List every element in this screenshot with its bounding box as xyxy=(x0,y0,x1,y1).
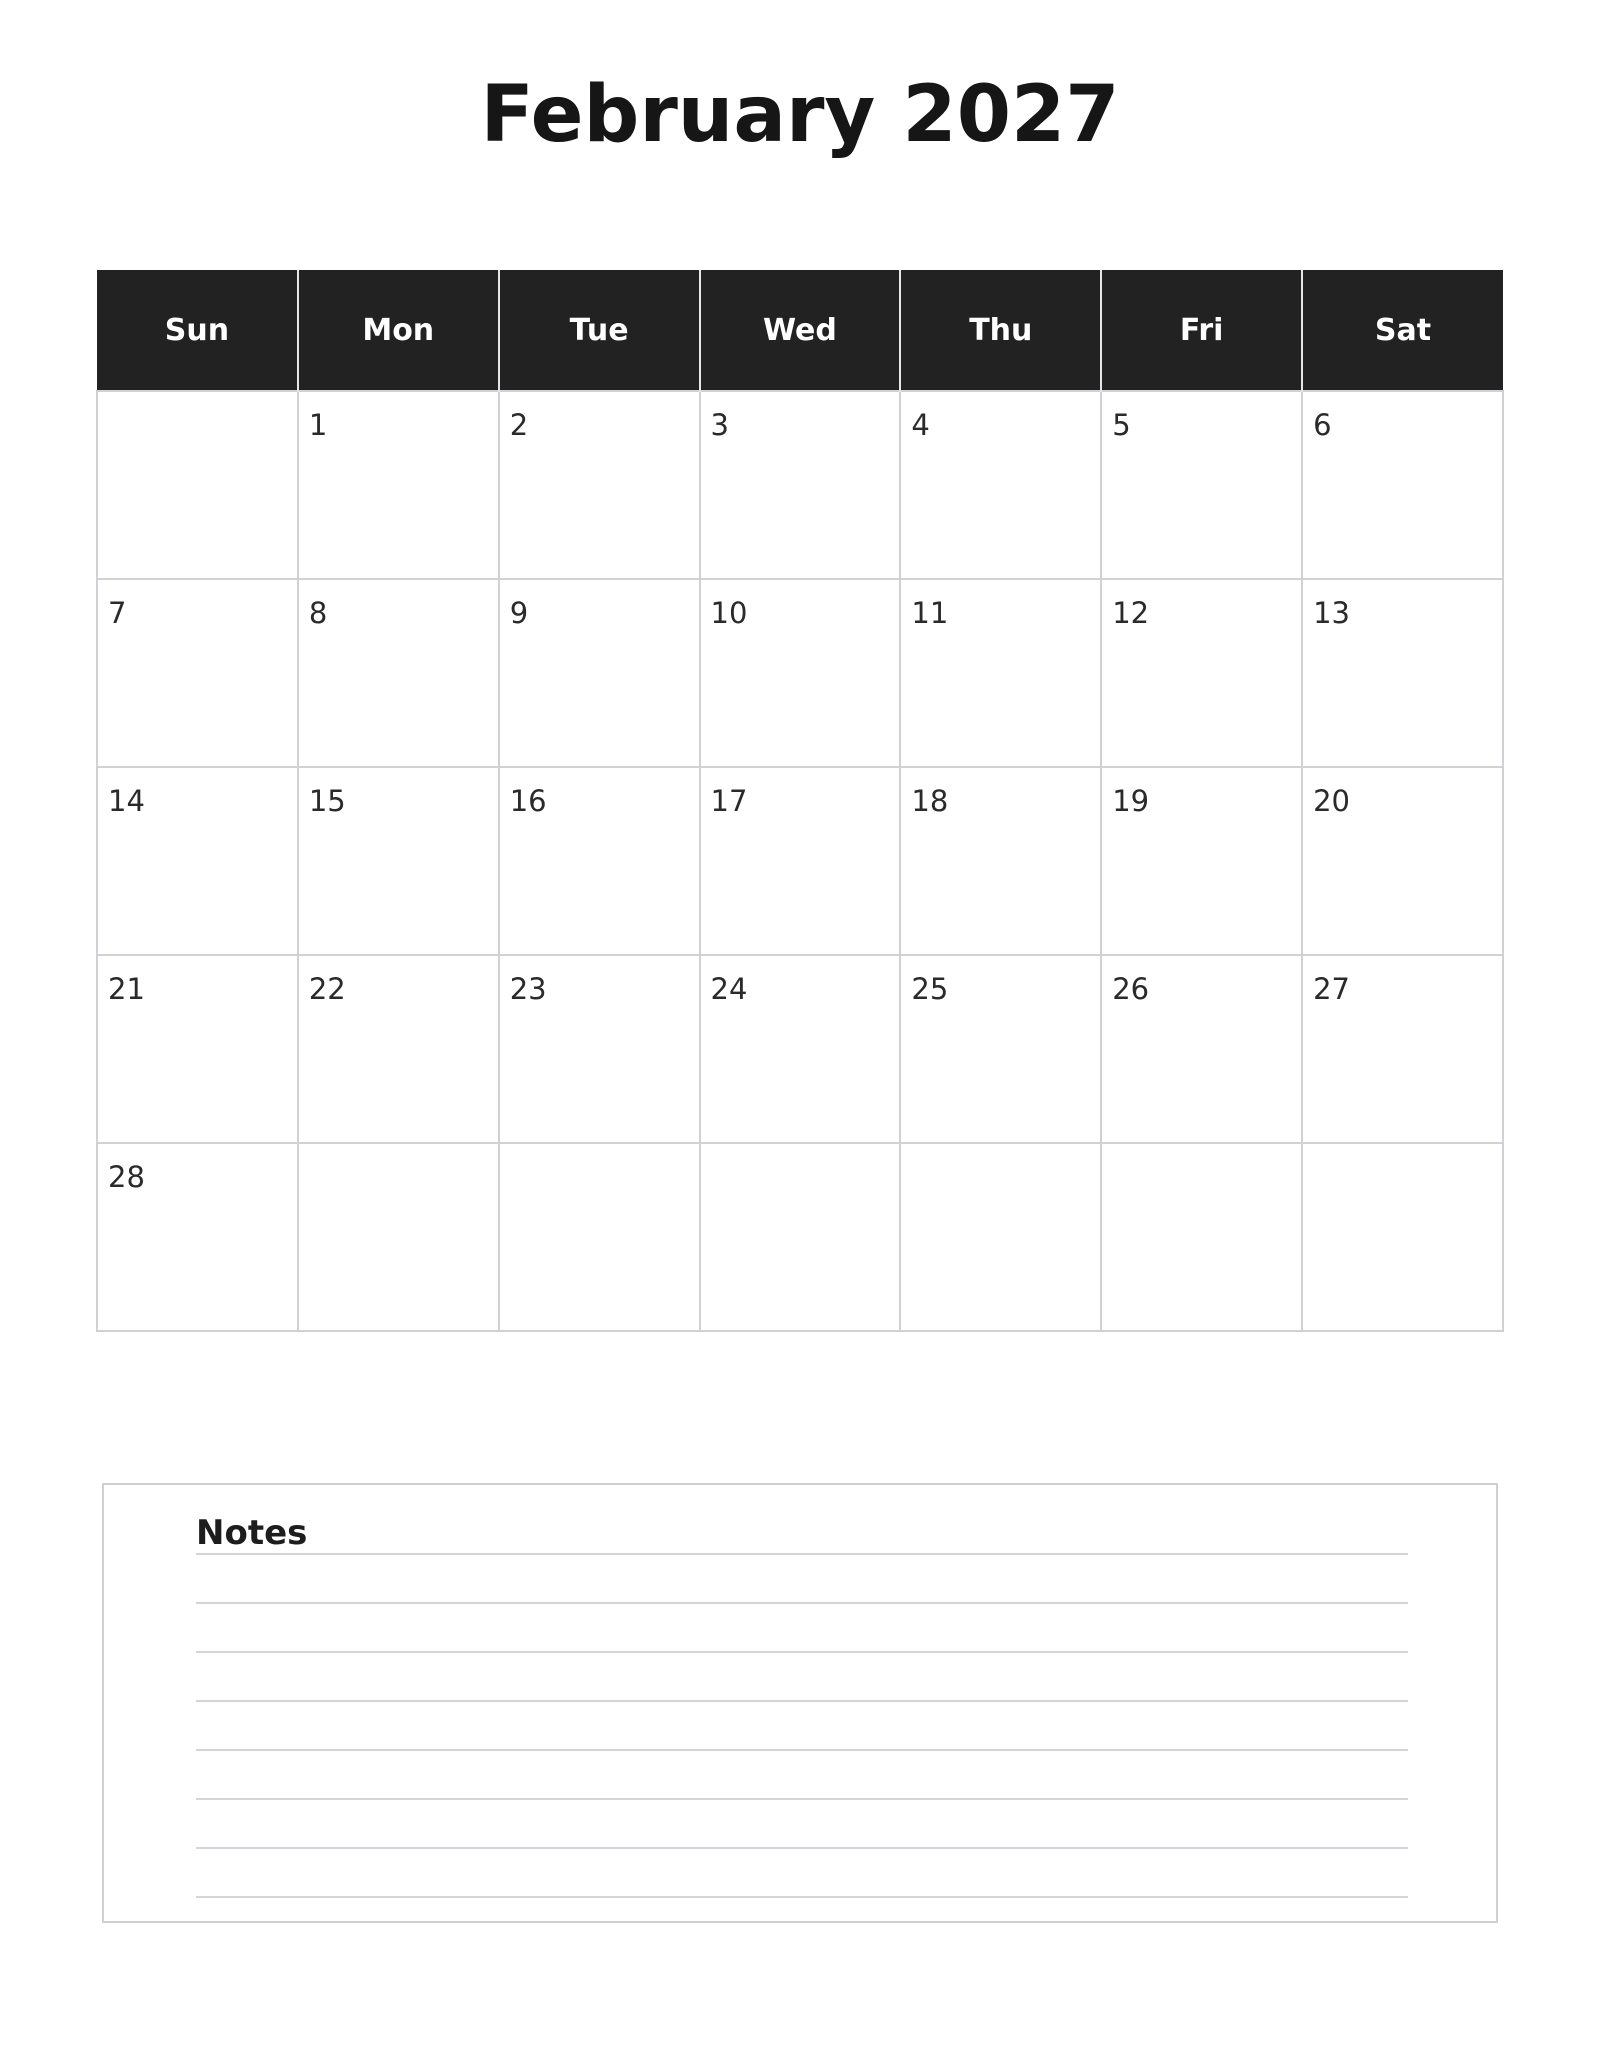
weekday-header-thu: Thu xyxy=(900,270,1101,391)
note-line xyxy=(196,1700,1408,1702)
weekday-header-fri: Fri xyxy=(1101,270,1302,391)
weekday-header-tue: Tue xyxy=(499,270,700,391)
day-number: 1 xyxy=(308,408,328,442)
day-number: 12 xyxy=(1112,596,1150,630)
month-calendar-grid xyxy=(96,270,1504,1332)
day-cell[interactable] xyxy=(700,1143,901,1331)
day-number: 20 xyxy=(1313,784,1350,818)
weekday-header-wed: Wed xyxy=(700,270,901,391)
day-cell[interactable] xyxy=(97,955,298,1143)
day-number: 6 xyxy=(1313,408,1332,442)
day-cell[interactable] xyxy=(900,767,1101,955)
day-cell[interactable] xyxy=(900,1143,1101,1331)
weekday-header-sun: Sun xyxy=(97,270,298,391)
day-number: 19 xyxy=(1112,784,1150,818)
day-cell[interactable] xyxy=(700,767,901,955)
weekday-header-mon: Mon xyxy=(298,270,499,391)
week-row xyxy=(97,955,1503,1143)
day-cell[interactable] xyxy=(298,767,499,955)
note-line xyxy=(196,1553,1408,1555)
day-cell[interactable] xyxy=(298,391,499,579)
day-number: 14 xyxy=(108,784,145,818)
day-number: 27 xyxy=(1313,972,1350,1006)
day-cell[interactable] xyxy=(900,391,1101,579)
day-cell[interactable] xyxy=(499,955,700,1143)
day-number: 28 xyxy=(108,1160,145,1194)
notes-box[interactable] xyxy=(102,1483,1498,1923)
day-cell[interactable] xyxy=(499,767,700,955)
day-cell[interactable] xyxy=(97,391,298,579)
day-number: 3 xyxy=(710,408,729,442)
day-number: 17 xyxy=(710,784,748,818)
day-cell[interactable] xyxy=(298,955,499,1143)
day-cell[interactable] xyxy=(1302,955,1503,1143)
day-cell[interactable] xyxy=(298,1143,499,1331)
day-cell[interactable] xyxy=(97,579,298,767)
note-line xyxy=(196,1896,1408,1898)
day-cell[interactable] xyxy=(1302,767,1503,955)
day-cell[interactable] xyxy=(499,1143,700,1331)
day-number: 8 xyxy=(308,596,328,630)
day-number: 15 xyxy=(308,784,346,818)
notes-title: Notes xyxy=(196,1513,308,1553)
day-cell[interactable] xyxy=(97,767,298,955)
day-number: 4 xyxy=(911,408,930,442)
day-number: 21 xyxy=(108,972,145,1006)
day-number: 16 xyxy=(509,784,547,818)
day-cell[interactable] xyxy=(298,579,499,767)
page-title: February 2027 xyxy=(480,70,1120,160)
week-row xyxy=(97,1143,1503,1331)
note-line xyxy=(196,1749,1408,1751)
day-number: 18 xyxy=(911,784,949,818)
note-line xyxy=(196,1847,1408,1849)
day-cell[interactable] xyxy=(700,955,901,1143)
note-line xyxy=(196,1651,1408,1653)
week-row xyxy=(97,579,1503,767)
day-cell[interactable] xyxy=(1101,955,1302,1143)
day-cell[interactable] xyxy=(1302,579,1503,767)
day-cell[interactable] xyxy=(1302,1143,1503,1331)
day-cell[interactable] xyxy=(1302,391,1503,579)
weekday-header-sat: Sat xyxy=(1302,270,1503,391)
day-number: 5 xyxy=(1112,408,1131,442)
day-cell[interactable] xyxy=(1101,579,1302,767)
day-number: 2 xyxy=(509,408,529,442)
day-cell[interactable] xyxy=(900,955,1101,1143)
day-number: 13 xyxy=(1313,596,1350,630)
day-number: 11 xyxy=(911,596,949,630)
day-cell[interactable] xyxy=(97,1143,298,1331)
day-cell[interactable] xyxy=(700,391,901,579)
day-number: 10 xyxy=(710,596,748,630)
week-row xyxy=(97,391,1503,579)
day-number: 24 xyxy=(710,972,748,1006)
day-cell[interactable] xyxy=(900,579,1101,767)
note-line xyxy=(196,1602,1408,1604)
note-line xyxy=(196,1798,1408,1800)
day-number: 7 xyxy=(108,596,127,630)
week-row xyxy=(97,767,1503,955)
day-cell[interactable] xyxy=(499,579,700,767)
day-number: 23 xyxy=(509,972,547,1006)
day-number: 9 xyxy=(509,596,529,630)
day-cell[interactable] xyxy=(1101,767,1302,955)
day-cell[interactable] xyxy=(700,579,901,767)
day-cell[interactable] xyxy=(499,391,700,579)
day-cell[interactable] xyxy=(1101,1143,1302,1331)
day-number: 22 xyxy=(308,972,346,1006)
day-cell[interactable] xyxy=(1101,391,1302,579)
day-number: 26 xyxy=(1112,972,1150,1006)
day-number: 25 xyxy=(911,972,949,1006)
weekday-header-row xyxy=(97,270,1503,391)
